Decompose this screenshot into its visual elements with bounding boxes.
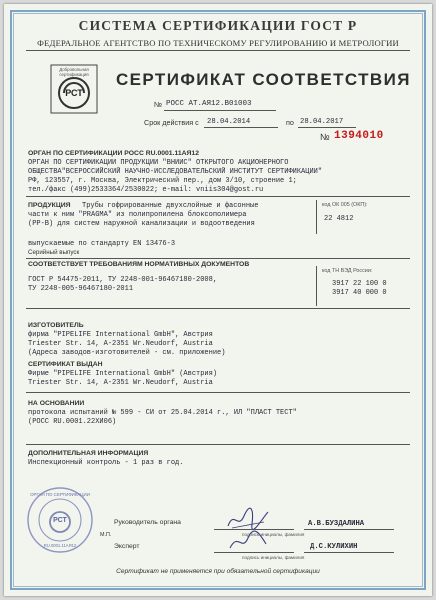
expert-signature-rule: [214, 552, 294, 553]
issued-to-heading: СЕРТИФИКАТ ВЫДАН: [28, 361, 103, 368]
compliance-heading: СООТВЕТСТВУЕТ ТРЕБОВАНИЯМ НОРМАТИВНЫХ ДОКУМЕНТОВ: [28, 261, 250, 268]
head-caption: подпись инициалы, фамилия: [242, 532, 305, 537]
basis-rule: [26, 444, 410, 445]
product-release: Серийный выпуск: [28, 249, 80, 256]
product-line-1: Трубы гофрированные двухслойные и фасонные: [82, 202, 259, 210]
cert-body-line-4: тел./факс (499)2533364/2530022; e-mail: vniis304@gost.ru: [28, 186, 264, 194]
reg-number-rule: [164, 110, 276, 111]
valid-from-rule: [204, 127, 278, 128]
basis-line-1: протокола испытаний № 599 - СИ от 25.04.2014 г., ИЛ "ПЛАСТ ТЕСТ": [28, 409, 297, 417]
issued-to-rule: [26, 392, 410, 393]
expert-caption: подпись инициалы, фамилия: [242, 555, 305, 560]
seal-code: RU.0001.11АЯ12: [43, 543, 77, 548]
certificate-sheet: [4, 4, 432, 596]
serial-number: 1394010: [334, 130, 384, 142]
reg-number: РОСС AT.АЯ12.В01003: [166, 100, 252, 108]
product-line-2: части к ним "PRAGMA" из полипропилена блоксополимера: [28, 211, 247, 219]
official-seal: [26, 486, 94, 554]
compliance-rule: [26, 308, 410, 309]
validity-label: Срок действия с: [144, 118, 199, 127]
serial-label: №: [320, 132, 330, 142]
head-name: А.В.БУЗДАЛИНА: [308, 520, 365, 528]
seal-mp: М.П.: [100, 532, 112, 538]
head-name-rule: [304, 529, 394, 530]
manufacturer-line-3: (Адреса заводов-изготовителей - см. приложение): [28, 349, 226, 357]
okp-divider: [316, 200, 317, 234]
tnved-divider: [316, 266, 317, 306]
header-rule: [26, 50, 410, 51]
basis-heading: НА ОСНОВАНИИ: [28, 400, 85, 407]
tnved-code-2: 3917 40 000 0: [332, 289, 387, 297]
head-label: Руководитель органа: [114, 519, 181, 526]
valid-from: 28.04.2014: [207, 118, 251, 126]
valid-to: 28.04.2017: [300, 118, 344, 126]
product-standard: выпускаемые по стандарту EN 13476-3: [28, 240, 176, 248]
okp-label: код ОК 005 (ОКП):: [322, 202, 368, 208]
product-line-3: (PP-B) для систем наружной канализации и водоотведения: [28, 220, 255, 228]
system-heading: СИСТЕМА СЕРТИФИКАЦИИ ГОСТ Р: [78, 18, 358, 33]
seal-mark: РСТ: [53, 517, 67, 524]
cert-body-rule: [26, 196, 410, 197]
voluntary-cert-logo: [50, 64, 98, 114]
expert-label: Эксперт: [114, 543, 140, 550]
manufacturer-heading: ИЗГОТОВИТЕЛЬ: [28, 322, 84, 329]
validity-mid: по: [286, 118, 294, 127]
expert-name-rule: [304, 552, 394, 553]
manufacturer-line-1: фирма "PIPELIFE International GmbH", Австрия: [28, 331, 213, 339]
compliance-line-2: ТУ 2248-005-96467180-2011: [28, 285, 134, 293]
tnved-label: код ТН ВЭД России:: [322, 268, 373, 274]
manufacturer-line-2: Triester Str. 14, A-2351 Wr.Neudorf, Austria: [28, 340, 213, 348]
expert-signature: [226, 530, 270, 554]
product-label: ПРОДУКЦИЯ: [28, 202, 71, 209]
cert-body-line-1: ОРГАН ПО СЕРТИФИКАЦИИ ПРОДУКЦИИ "ВНИИС" ОТКРЫТОГО АКЦИОНЕРНОГО: [28, 159, 289, 167]
additional-line: Инспекционный контроль - 1 раз в год.: [28, 459, 184, 467]
seal-ring-text: ОРГАН ПО СЕРТИФИКАЦИИ: [30, 492, 90, 497]
issued-to-line-1: Фирме "PIPELIFE International GmbH" (Австрия): [28, 370, 218, 378]
cert-body-line-3: РФ, 123557, г. Москва, Электрический пер., дом 3/10, строение 1;: [28, 177, 297, 185]
compliance-line-1: ГОСТ Р 54475-2011, ТУ 2248-001-96467180-2008,: [28, 276, 218, 284]
basis-line-2: (РОСС RU.0001.22ХИ06): [28, 418, 117, 426]
tnved-code-1: 3917 22 100 0: [332, 280, 387, 288]
signature-scribble-icon: [226, 530, 270, 554]
logo-top-text: Добровольная сертификация: [59, 67, 89, 77]
cert-body-line-2: ОБЩЕСТВА"ВСЕРОССИЙСКИЙ НАУЧНО-ИССЛЕДОВАТЕЛЬСКИЙ ИНСТИТУТ СЕРТИФИКАЦИИ": [28, 168, 323, 176]
expert-name: Д.С.КУЛИХИН: [310, 543, 358, 551]
reg-number-label: №: [154, 100, 163, 109]
valid-to-rule: [298, 127, 356, 128]
additional-heading: ДОПОЛНИТЕЛЬНАЯ ИНФОРМАЦИЯ: [28, 450, 149, 457]
certificate-title: СЕРТИФИКАТ СООТВЕТСТВИЯ: [116, 70, 411, 89]
product-rule: [26, 258, 410, 259]
cert-body-heading: ОРГАН ПО СЕРТИФИКАЦИИ РОСС RU.0001.11АЯ12: [28, 150, 199, 157]
logo-mark: РСТ: [65, 88, 83, 98]
agency-heading: ФЕДЕРАЛЬНОЕ АГЕНТСТВО ПО ТЕХНИЧЕСКОМУ РЕГУЛИРОВАНИЮ И МЕТРОЛОГИИ: [37, 38, 399, 48]
issued-to-line-2: Triester Str. 14, A-2351 Wr.Neudorf, Austria: [28, 379, 213, 387]
okp-code: 22 4812: [324, 215, 354, 223]
footer-note: Сертификат не применяется при обязательной сертификации: [116, 568, 320, 575]
